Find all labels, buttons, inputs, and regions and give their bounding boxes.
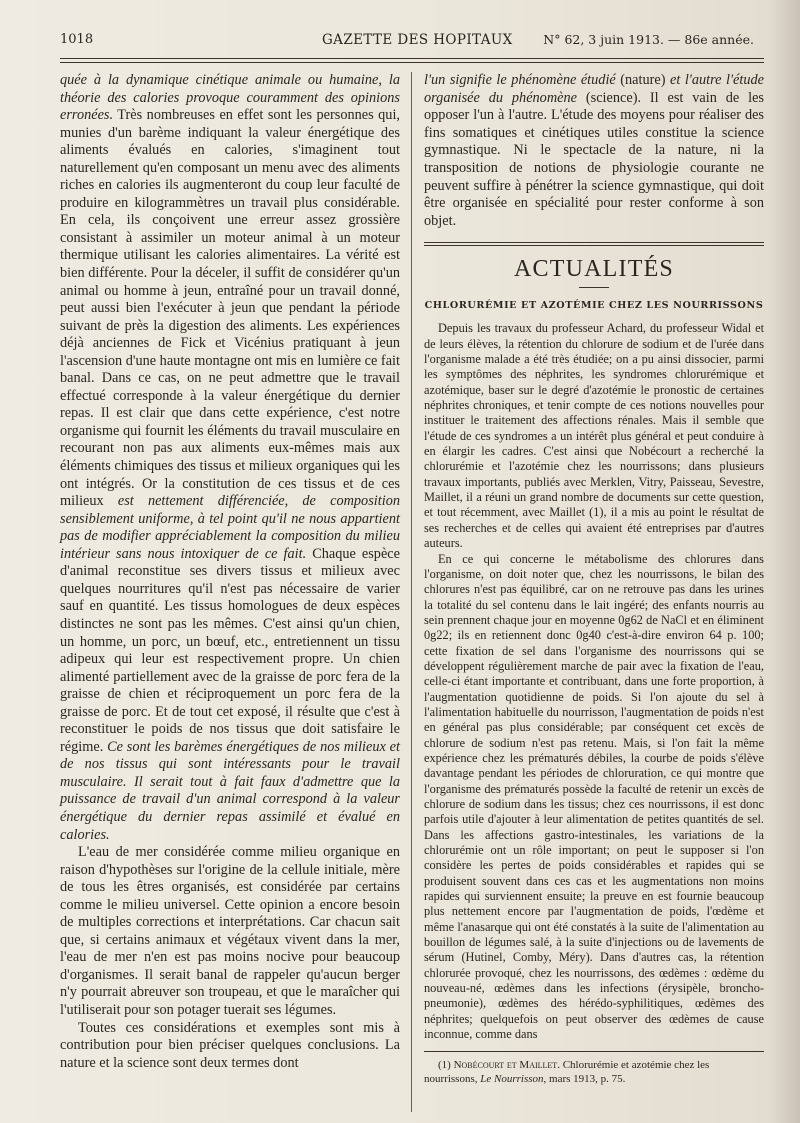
header-rule: [60, 58, 764, 59]
right-column: [424, 72, 764, 1086]
right-intro-paragraph: [424, 72, 764, 230]
left-column: [60, 72, 400, 1072]
journal-title: GAZETTE DES HOPITAUX: [322, 32, 513, 48]
footnote-authors: Nobécourt et Maillet: [453, 1058, 558, 1071]
emphasis: quée à la dynamique cinétique animale ou humaine, la théorie des calories provoque couramment des opinions erronées.: [60, 72, 400, 124]
article-paragraph-2: En ce qui concerne le métabolisme des chlorures dans l'organisme, on doit noter que, chez les nourrissons, le bilan des chlorures n'est pas équilibré, car on ne retrouve pas dans les urines la totalité du sel contenu dans le lait ingéré; des enfants nourris au sein prennent chaque jour en moyenne 0g62 de NaCl et en éliminent 0g22; ils en retiennent donc 0g40 c'est-à-dire environ 64 p. 100; cette fixation de sel dans l'organisme des nourrissons qui se développent régulièrement marche de pair avec la fixation de l'eau, celle-ci étant importante et contribuant, dans une forte proportion, à l'augmentation quotidienne de poids. Si l'on ajoute du sel à l'alimentation habituelle du nourrisson, l'augmentation de poids n'est en général pas plus considérable; par conséquent cet excès de chlorure de sodium n'est pas retenu. Mais, si l'on fait la même expérience chez les prématurés débiles, la courbe de poids s'élève davantage pendant les périodes de chloruration, ce qui montre que l'organisme des prématurés possède la faculté de retenir un excès de chlorure de sodium dans les tissus; chez ces nourrissons, il est donc parfois utile d'ajouter à leur alimentation de petites quantités de sel. Dans les affections gastro-intestinales, les variations de la chlorurémie ont un rôle important; on peut le supposer si l'on considère les pertes de poids considérables et rapides qui se produisent souvent dans ces cas et les augmentations non moins rapides qui surviennent ensuite; la preuve en est fournie beaucoup plus nettement encore par l'augmentation de poids, l'œdème et même l'anasarque qui ont été constatés à la suite de l'alimentation au bouillon de légumes salé, à la suite d'injections ou de lavements de sérum (Hutinel, Comby, Méry). Dans d'autres cas, la rétention chlorurée provoqué, chez les nourrissons, des œdèmes : œdème du nouveau-né, œdèmes dans les infections (érysipèle, broncho-pneumonie), œdèmes des hérédo-syphilitiques, œdèmes des néphrites; quelquefois on peut observer des œdèmes de cause inconnue, comme dans: [424, 551, 764, 1042]
body-text: Chaque espèce d'animal reconstitue ses divers tissus et milieux avec quelques nourritures qu'il n'est pas nécessaire de varier sauf en quantité. Les tissus homologues de deux espèces distinctes ne sont pas les mêmes. C'est ainsi qu'un chien, un homme, un porc, un bœuf, etc., entretiennent un tissu adipeux qui leur est respectivement propre. Un chien alimenté partiellement avec de la graisse de porc fera de la graisse de chien et réciproquement un porc fera de la graisse de porc. Et de tout cet exposé, il résulte que c'est à reconstituer le poids de nos tissus que doit satisfaire le régime.: [60, 545, 400, 755]
footnote-text: . Chlorurémie et azotémie chez les nourrissons,: [424, 1058, 710, 1085]
body-text: Très nombreuses en effet sont les personnes qui, munies d'un barème indiquant la valeur énergétique des aliments évalués en calories, s'imaginent tout naturellement qu'en composant un menu avec des aliments riches en calories ils augmenteront du coup leur faculté de produire en kilogrammètres un travail plus considérable. En cela, ils conçoivent une erreur assez grossière consistant à assimiler un moteur animal à un moteur thermique utilisant les calories alimentaires. La vérité est bien différente. Pour la déceler, il suffit de considérer qu'un animal ou homme à jeun, entraîné pour un travail donné, peut aussi bien l'exécuter à jeun que pendant la période suivant de près la digestion des aliments. Les expériences déjà anciennes de Fick et Vicénius pratiquant à jeun l'ascension d'une haute montagne ont mis en lumière ce fait banal. Dans ce cas, on ne peut admettre que le travail effectué corresponde à la valeur énergétique du dernier repas. Il est clair que dans cette expérience, c'est notre organisme qui fournit les éléments du travail musculaire en recourant non pas aux aliments eux-mêmes mais aux éléments chimiques des tissus et milieux organiques qui les ont intégrés. Or la constitution de ces tissus et de ces milieux: [60, 107, 400, 510]
footnote-number: (1): [438, 1058, 454, 1071]
article-paragraph-1: Depuis les travaux du professeur Achard, du professeur Widal et de leurs élèves, la rétention du chlorure de sodium et de l'urée dans l'organisme malade a été très étudiée; on a pu ainsi dissocier, parmi les symptômes des néphrites, les syndromes chlorurémique et azotémique, baser sur le degré d'azotémie le pronostic de certaines néphrites chroniques, et tenir compte de ces notions nouvelles pour instituer le traitement des affections rénales. Mais il semble que l'étude de ces syndromes a un intérêt plus général et peut conduire à en élargir les cadres. C'est ainsi que Nobécourt a recherché la chlorurémie et l'azotémie chez les nourrissons; dans plusieurs travaux importants, publiés avec Merklen, Vitry, Paisseau, Sevestre, Maillet, il a réuni un grand nombre de documents sur cette question, et tout récemment, avec Maillet (1), il a mis au point le résultat de ses recherches et de celles qui avaient été entreprises par d'autres auteurs.: [424, 321, 764, 551]
column-divider: [411, 72, 412, 1112]
footnote-journal: Le Nourrisson: [480, 1072, 544, 1085]
emphasis: est nettement différenciée, de composition sensiblement uniforme, à tel point qu'il ne nous appartient pas de modifier appréciablement la composition du milieu intérieur sans nous intoxiquer de ce fait.: [60, 493, 400, 562]
page-number: 1018: [60, 32, 94, 47]
section-title: ACTUALITÉS: [514, 256, 674, 283]
article-subhead: CHLORURÉMIE ET AZOTÉMIE CHEZ LES NOURRISSONS: [424, 300, 764, 312]
emphasis: Ce sont les barèmes énergétiques de nos milieux et de nos tissus qui sont intéressants pour le travail musculaire. Il serait tout à fait faux d'admettre que la puissance de travail d'un animal correspond à la valeur énergétique du dernier repas assimilé et évalué en calories.: [60, 738, 400, 843]
section-rule-thin: [424, 245, 764, 246]
footnote-end: , mars 1913, p. 75.: [543, 1072, 626, 1085]
title-ornament-rule: [579, 287, 609, 288]
footnote: [424, 1058, 764, 1086]
left-paragraph-3: Toutes ces considérations et exemples sont mis à contribution pour bien préciser quelques conclusions. La nature et la science sont deux termes dont: [60, 1019, 400, 1071]
page-header: [60, 30, 772, 54]
section-rule: [424, 242, 764, 243]
emphasis: l'un signifie le phénomène étudié: [424, 72, 616, 88]
left-paragraph-1: [60, 72, 400, 844]
article-body: [424, 321, 764, 1042]
footnote-rule: [424, 1051, 764, 1052]
body-text: (nature): [615, 72, 671, 88]
emphasis: et l'autre l'étude organisée du phénomène: [424, 72, 764, 106]
body-text: (science). Il est vain de les opposer l'un à l'autre. L'étude des moyens pour réaliser des fins somatiques et cinétiques utiles constitue la science gymnastique. Ni le spectacle de la nature, ni la transposition de notions de physiologie courante ne peuvent suffire à pénétrer la science gymnastique, qui doit être organisée en spécialité pour rester conforme à son objet.: [424, 89, 764, 229]
issue-info: N° 62, 3 juin 1913. — 86e année.: [543, 32, 754, 47]
left-paragraph-2: L'eau de mer considérée comme milieu organique en raison d'hypothèses sur l'origine de la cellule initiale, mère de tous les êtres organisés, est considérée par certains comme le milieu universel. Cette opinion a encore besoin de multiples corrections et interprétations. Car chacun sait que, si certains animaux et végétaux vivent dans la mer, l'eau de mer n'en est pas moins nocive pour beaucoup d'organismes. Il serait banal de rappeler qu'aucun berger n'y pourrait abreuver son troupeau, et que le maraîcher qui l'utiliserait pour son potager tuerait ses légumes.: [60, 844, 400, 1018]
header-rule-thin: [60, 62, 764, 63]
